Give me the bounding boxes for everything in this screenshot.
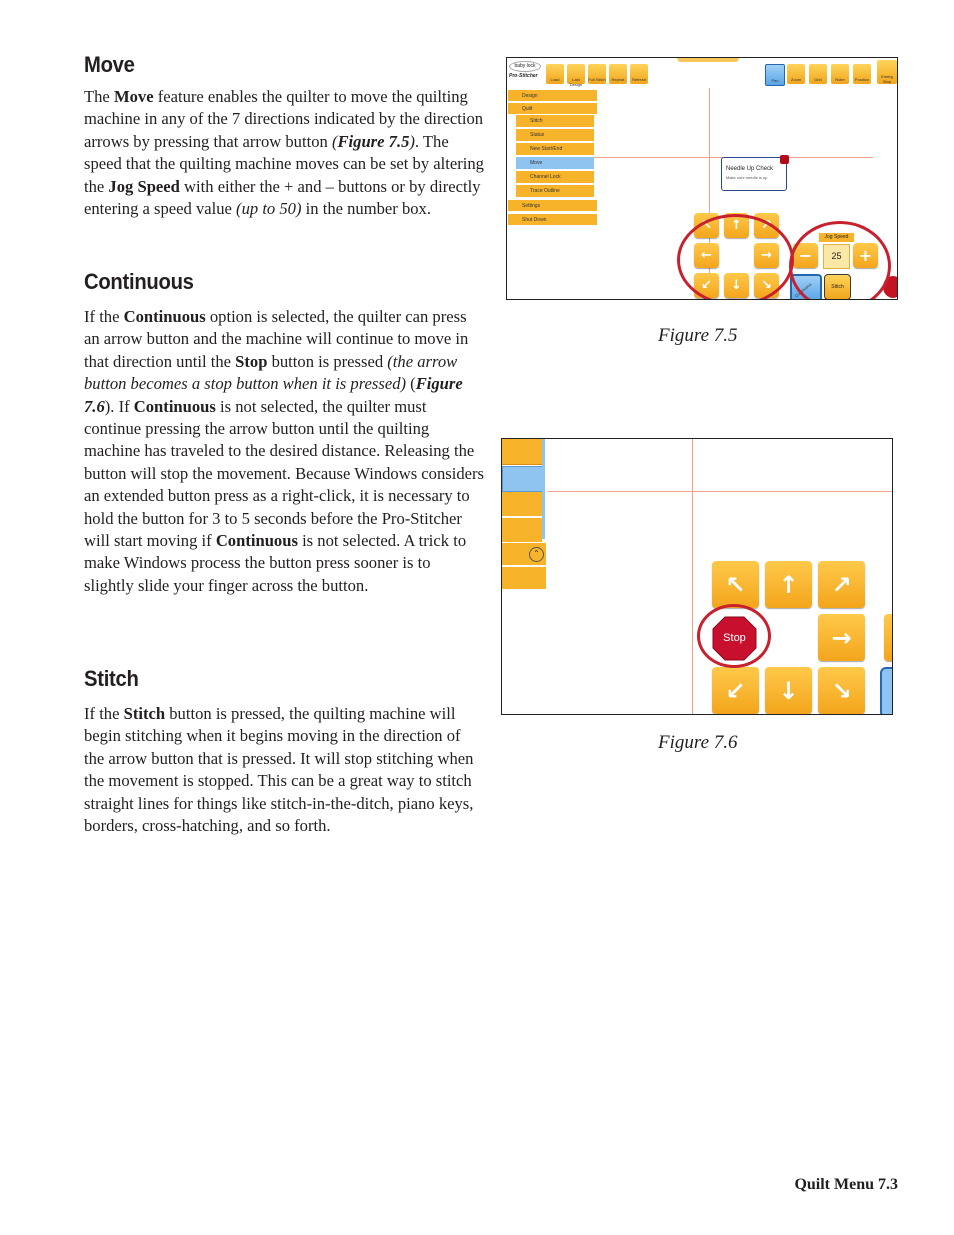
toolbar-refresh-button[interactable]: Refresh <box>630 64 648 84</box>
stitch-heading: Stitch <box>84 666 139 691</box>
highlight-ring-jog <box>789 221 891 300</box>
arrow-down-right-button[interactable]: ↘ <box>754 273 779 298</box>
arrow-down-left-button[interactable]: ↙ <box>694 273 719 298</box>
menu-item[interactable] <box>502 518 542 542</box>
toolbar-full-stitch-button[interactable]: Full Stitch <box>588 64 606 84</box>
chevron-up-icon[interactable]: ⌃ <box>529 547 544 562</box>
continuous-section <box>84 269 484 597</box>
arrow-down-right-button[interactable]: ↘ <box>818 667 865 714</box>
menu-design[interactable]: Design <box>508 90 597 101</box>
menu-trace-outline[interactable]: Trace Outline <box>516 185 594 197</box>
highlight-ring-stop <box>697 604 771 668</box>
stitch-paragraph: If the Stitch button is pressed, the quilting machine will begin stitching when it begins moving in the direction of the arrow button that is pressed. It will stop stitching when the movement is stopped. This can be a great way to stitch straight lines for things like stitch-in-the-ditch, piano keys, borders, cross-hatching, and so forth. <box>84 704 474 836</box>
emergency-stop-button[interactable]: Emerg Stop <box>877 60 897 84</box>
arrow-down-button[interactable]: ↓ <box>724 273 749 298</box>
menu-settings[interactable] <box>502 543 546 565</box>
needle-up-dialog: Needle Up Check Make sure needle is up <box>721 157 787 191</box>
toolbar-position-button[interactable]: Position <box>853 64 871 84</box>
arrow-up-right-button[interactable]: ↗ <box>754 213 779 238</box>
arrow-right-button[interactable]: → <box>818 614 865 661</box>
status-tab <box>677 57 739 62</box>
stitch-section <box>84 666 484 837</box>
toolbar-pan-button[interactable]: Pan <box>765 64 785 86</box>
jog-speed-label: Jog Speed <box>819 233 854 242</box>
jog-minus-button[interactable]: − <box>793 243 818 268</box>
app-logo: baby lock Pro-Stitcher <box>509 61 541 83</box>
arrow-up-button[interactable]: ↑ <box>724 213 749 238</box>
menu-status[interactable]: Status <box>516 129 594 141</box>
highlight-ring-arrows <box>677 214 794 300</box>
toolbar-load-button[interactable]: Load <box>546 64 564 84</box>
toolbar-repeat-button[interactable]: Repeat <box>609 64 627 84</box>
stop-label: Stop <box>723 632 746 644</box>
guide-horizontal <box>567 157 873 158</box>
toolbar-grid-button[interactable]: Grid <box>809 64 827 84</box>
continuous-toggle-partial[interactable] <box>880 667 893 715</box>
move-heading: Move <box>84 52 135 77</box>
guide-horizontal <box>548 491 892 492</box>
arrow-right-button[interactable]: → <box>754 243 779 268</box>
menu-stitch[interactable]: Stitch <box>516 115 594 127</box>
arrow-down-left-button[interactable]: ↙ <box>712 667 759 714</box>
stitch-toggle[interactable]: Stitch <box>824 274 851 300</box>
dialog-close-icon[interactable] <box>780 155 789 164</box>
jog-speed-input[interactable]: 25 <box>823 244 850 269</box>
move-paragraph: The Move feature enables the quilter to move the quilting machine in any of the 7 directions indicated by the direction arrows by pressing that arrow button (Figure 7.5). The speed that the quilting machine moves can be set by altering the Jog Speed with either the + and – buttons or by directly entering a speed value (up to 50) in the number box. <box>84 87 484 219</box>
arrow-left-button[interactable]: ← <box>694 243 719 268</box>
figure-7-6-caption: Figure 7.6 <box>658 732 738 753</box>
menu-new-start-end[interactable]: New Start/End <box>516 143 594 155</box>
arrow-up-left-button[interactable]: ↖ <box>712 561 759 608</box>
menu-move[interactable]: Move <box>516 157 594 169</box>
menu-settings[interactable]: Settings <box>508 200 597 211</box>
move-section <box>84 52 484 220</box>
menu-item[interactable] <box>502 492 542 516</box>
menu-channel-lock[interactable]: Channel Lock <box>516 171 594 183</box>
toolbar-last-design-button[interactable]: Last Design <box>567 64 585 84</box>
menu-item[interactable] <box>502 439 542 465</box>
continuous-heading: Continuous <box>84 269 194 294</box>
continuous-toggle[interactable]: Continuous <box>790 274 822 300</box>
guide-vertical <box>692 439 693 714</box>
page-footer: Quilt Menu 7.3 <box>794 1176 898 1193</box>
continuous-paragraph: If the Continuous option is selected, the quilter can press an arrow button and the machine will continue to move in that direction until the Stop button is pressed (the arrow button becomes a stop button when it is pressed) (Figure 7.6). If Continuous is not selected, the quilter must continue pressing the arrow button until the quilting machine has traveled to the desired distance. Releasing the button will stop the movement. Because Windows considers an extended button press as a right-click, it is necessary to hold the button for 3 to 5 seconds before the Pro-Stitcher will start moving if Continuous is not selected. A trick to make Windows process the button press sooner is to slightly slide your finger across the button. <box>84 307 484 595</box>
jog-button-partial[interactable] <box>884 614 893 661</box>
jog-plus-button[interactable]: + <box>853 243 878 268</box>
toolbar-ruler-button[interactable]: Ruler <box>831 64 849 84</box>
arrow-up-left-button[interactable]: ↖ <box>694 213 719 238</box>
arrow-down-button[interactable]: ↓ <box>765 667 812 714</box>
menu-shut-down[interactable]: Shut Down <box>508 214 597 225</box>
menu-scroll-bar[interactable] <box>542 439 545 539</box>
arrow-up-right-button[interactable]: ↗ <box>818 561 865 608</box>
menu-shut-down[interactable] <box>502 567 546 589</box>
menu-item-move[interactable] <box>502 466 544 492</box>
menu-quilt[interactable]: Quilt <box>508 103 597 114</box>
arrow-up-button[interactable]: ↑ <box>765 561 812 608</box>
figure-7-5 <box>506 57 898 300</box>
figure-7-6 <box>501 438 893 715</box>
toolbar-zoom-button[interactable]: Zoom <box>787 64 805 84</box>
figure-7-5-caption: Figure 7.5 <box>658 325 738 346</box>
